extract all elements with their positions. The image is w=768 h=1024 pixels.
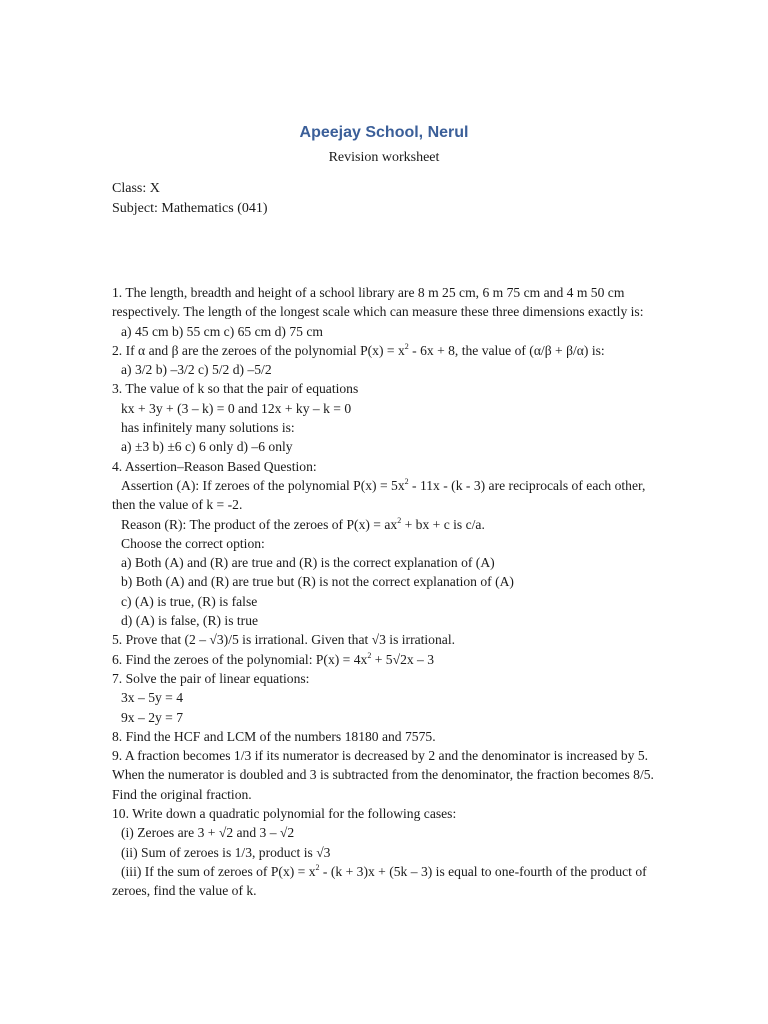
question-3-options: a) ±3 b) ±6 c) 6 only d) –6 only [121,439,293,455]
question-3-tail: has infinitely many solutions is: [121,420,295,436]
question-2-sup: 2 [404,341,409,351]
question-10-iii [112,862,657,901]
worksheet-subtitle: Revision worksheet [328,150,440,165]
question-10-iii-b: - (k + 3)x + (5k – 3) is equal to one-fourth of the product of zeroes, find the value of k. [112,863,647,899]
question-4-option-c: c) (A) is true, (R) is false [121,593,258,609]
question-10-i: (i) Zeroes are 3 + √2 and 3 – √2 [121,825,295,841]
question-4-reason-b: + bx + c is c/a. [401,516,485,532]
question-10-iii-a: (iii) If the sum of zeroes of P(x) = x [121,863,316,879]
question-4-option-a: a) Both (A) and (R) are true and (R) is the correct explanation of (A) [121,555,495,571]
question-2-text-a: 2. If α and β are the zeroes of the polynomial P(x) = x [112,342,405,358]
question-4-assertion [112,476,657,515]
question-4-assertion-sup: 2 [404,476,409,486]
question-2-options: a) 3/2 b) –3/2 c) 5/2 d) –5/2 [121,362,272,378]
question-5: 5. Prove that (2 – √3)/5 is irrational. Given that √3 is irrational. [112,632,455,648]
question-9: 9. A fraction becomes 1/3 if its numerator is decreased by 2 and the denominator is increased by 5. When the numerator is doubled and 3 is subtracted from the denominator, the fraction becomes 8/5. Find the original fraction. [112,748,654,802]
question-4-option-b: b) Both (A) and (R) are true but (R) is not the correct explanation of (A) [121,574,514,590]
question-10: 10. Write down a quadratic polynomial for the following cases: [112,806,457,822]
question-6-text-b: + 5√2x – 3 [371,651,435,667]
question-7: 7. Solve the pair of linear equations: [112,670,310,686]
question-10-iii-sup: 2 [315,862,320,872]
questions-list [112,283,657,901]
school-name: Apeejay School, Nerul [299,124,469,141]
question-4-reason [112,515,657,534]
question-4-choose: Choose the correct option: [121,535,265,551]
question-10-ii: (ii) Sum of zeroes is 1/3, product is √3 [121,844,331,860]
question-3-equation: kx + 3y + (3 – k) = 0 and 12x + ky – k = 0 [121,400,352,416]
question-3: 3. The value of k so that the pair of equations [112,381,359,397]
class-label: Class: X [112,181,160,196]
question-7-eq2: 9x – 2y = 7 [121,709,184,725]
question-4-assertion-a: Assertion (A): If zeroes of the polynomial P(x) = 5x [121,477,405,493]
question-4-option-d: d) (A) is false, (R) is true [121,613,259,629]
question-6-sup: 2 [367,650,372,660]
question-6-text-a: 6. Find the zeroes of the polynomial: P(x) = 4x [112,651,368,667]
question-4-title: 4. Assertion–Reason Based Question: [112,458,317,474]
question-2 [112,341,657,360]
question-2-text-b: - 6x + 8, the value of (α/β + β/α) is: [408,342,605,358]
question-4-reason-sup: 2 [397,515,402,525]
question-6 [112,650,657,669]
subject-label: Subject: Mathematics (041) [112,201,268,216]
question-1: 1. The length, breadth and height of a school library are 8 m 25 cm, 6 m 75 cm and 4 m 50 cm respectively. The length of the longest scale which can measure these three dimensions exactly is: [112,285,644,320]
question-4-assertion-b: - 11x - (k - 3) are reciprocals of each other, then the value of k = -2. [112,477,646,513]
question-1-options: a) 45 cm b) 55 cm c) 65 cm d) 75 cm [121,323,323,339]
question-7-eq1: 3x – 5y = 4 [121,690,184,706]
question-8: 8. Find the HCF and LCM of the numbers 18180 and 7575. [112,728,436,744]
question-4-reason-a: Reason (R): The product of the zeroes of P(x) = ax [121,516,398,532]
